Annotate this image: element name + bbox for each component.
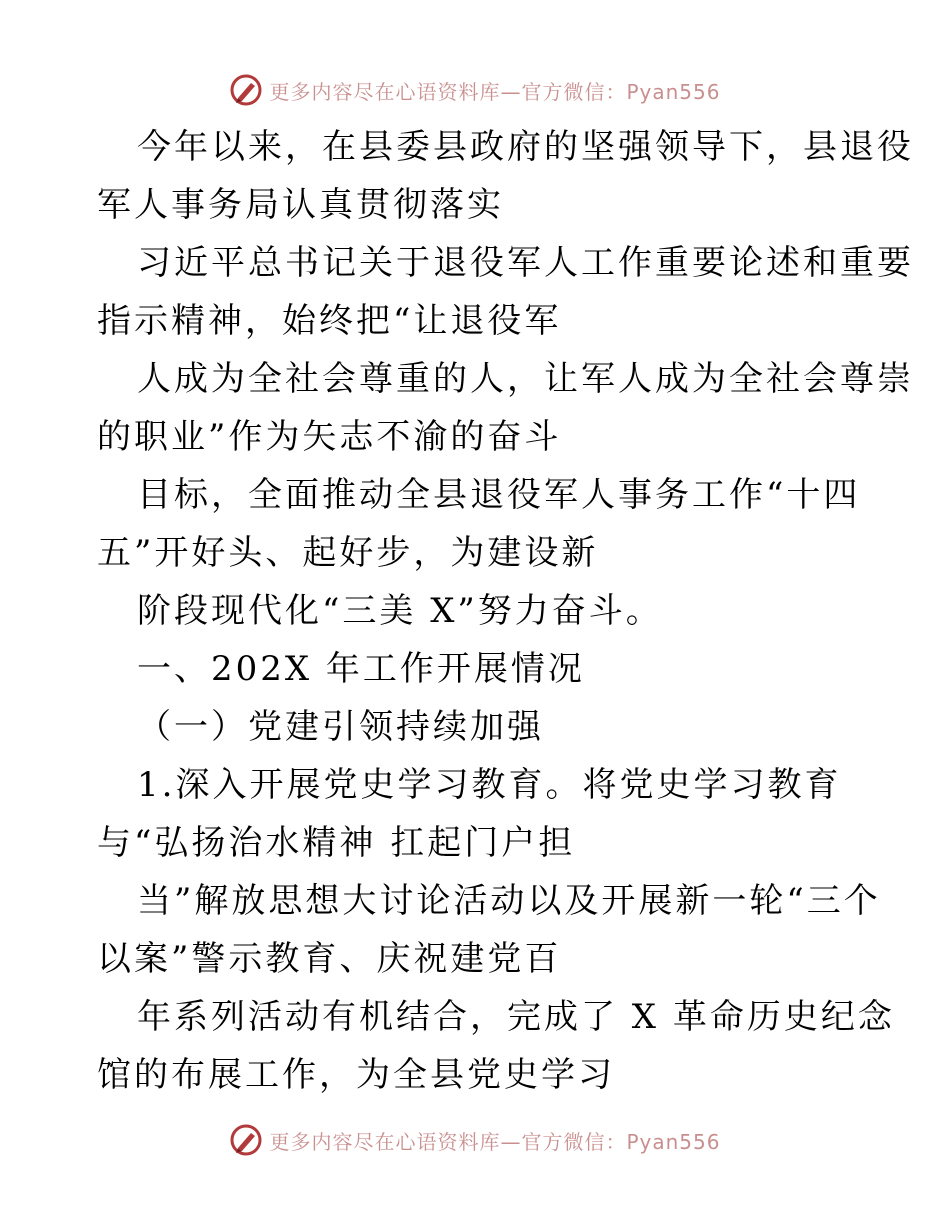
subsection-heading: （一）党建引领持续加强 [137, 707, 544, 747]
footer-watermark-text: 更多内容尽在心语资料库—官方微信：Pyan556 [269, 1129, 721, 1154]
body-line: 目标，全面推动全县退役军人事务工作“十四 [137, 475, 861, 515]
footer-watermark [0, 1120, 950, 1160]
body-line: 指示精神，始终把“让退役军 [97, 301, 562, 341]
pen-logo-icon [229, 73, 263, 107]
body-line: 的职业”作为矢志不渝的奋斗 [97, 417, 562, 457]
section-heading: 一、202X 年工作开展情况 [137, 649, 585, 689]
body-line: 习近平总书记关于退役军人工作重要论述和重要 [137, 243, 914, 283]
body-line: 当”解放思想大讨论活动以及开展新一轮“三个 [137, 881, 881, 921]
body-line: 1.深入开展党史学习教育。将党史学习教育 [137, 765, 842, 805]
body-line: 年系列活动有机结合，完成了 X 革命历史纪念 [137, 997, 895, 1037]
body-line: 以案”警示教育、庆祝建党百 [97, 939, 562, 979]
body-line: 军人事务局认真贯彻落实 [97, 185, 504, 225]
body-line: 五”开好头、起好步，为建设新 [97, 533, 599, 573]
body-line: 与“弘扬治水精神 扛起门户担 [97, 823, 576, 863]
body-line: 阶段现代化“三美 X”努力奋斗。 [137, 591, 663, 631]
header-watermark-text: 更多内容尽在心语资料库—官方微信：Pyan556 [269, 79, 721, 104]
body-line: 人成为全社会尊重的人，让军人成为全社会尊崇 [137, 359, 914, 399]
body-line: 馆的布展工作，为全县党史学习 [97, 1055, 615, 1095]
pen-logo-icon [229, 1123, 263, 1157]
body-line: 今年以来，在县委县政府的坚强领导下，县退役 [137, 127, 914, 167]
header-watermark [0, 70, 950, 110]
